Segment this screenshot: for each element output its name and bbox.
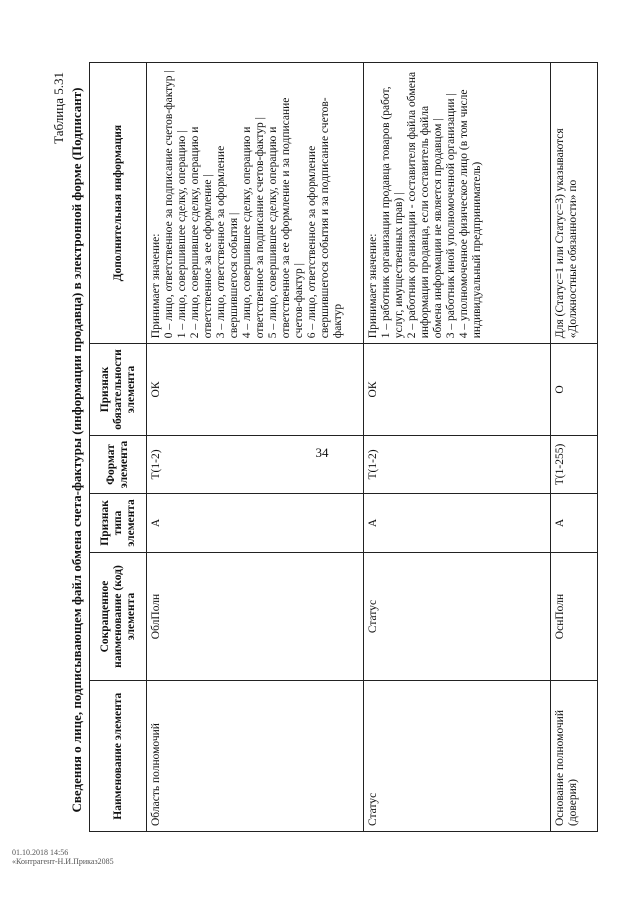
info-line: 5 – лицо, совершившее сделку, операцию и ответственное за ее оформление и за подписание счетов-фактур | <box>267 97 305 339</box>
header-code: Сокращенное наименование (код) элемента <box>90 552 147 681</box>
info-line: 4 – лицо, совершившее сделку, операцию и ответственное за подписание счетов-фактур | <box>241 117 266 339</box>
table-header-row <box>90 63 147 832</box>
rotated-page-content <box>43 50 603 850</box>
info-line: Для (Статус=1 или Статус=3) указываются «Должностные обязанности» по <box>554 128 579 339</box>
cell-info <box>147 63 364 344</box>
header-info: Дополнительная информация <box>90 63 147 344</box>
info-line: 1 – работник организации продавца товаров (работ, услуг, имущественных прав) | <box>380 86 405 339</box>
info-line: 4 – уполномоченное физическое лицо (в том числе индивидуальный предприниматель) <box>458 89 483 339</box>
info-line: Принимает значение: <box>367 233 379 339</box>
page-number: 34 <box>315 445 329 460</box>
cell-info <box>364 63 551 344</box>
cell-required: О <box>551 344 598 436</box>
cell-format: Т(1-255) <box>551 435 598 493</box>
cell-type: А <box>551 494 598 552</box>
stamp-line: «Контрагент-Н.И.Приказ2085 <box>12 857 114 866</box>
table-caption: Таблица 5.31 <box>51 72 66 144</box>
cell-type: А <box>147 494 364 552</box>
cell-name: Статус <box>364 681 551 832</box>
cell-code: ОснПолн <box>551 552 598 681</box>
table-row <box>147 63 364 832</box>
info-line: 2 – лицо, совершившее сделку, операцию и ответственное за ее оформление | <box>189 126 214 339</box>
cell-type: А <box>364 494 551 552</box>
cell-name: Основание полномочий (доверия) <box>551 681 598 832</box>
cell-name: Область полномочий <box>147 681 364 832</box>
header-required: Признак обязательности элемента <box>90 344 147 436</box>
cell-format: Т(1-2) <box>147 435 364 493</box>
cell-format: Т(1-2) <box>364 435 551 493</box>
info-line: 1 – лицо, совершившее сделку, операцию | <box>176 130 188 339</box>
info-line: 0 – лицо, ответственное за подписание счетов-фактур | <box>163 70 175 339</box>
info-line: 2 – работник организации - составителя файла обмена информации продавца, если составитель файла обмена информации не является продавцом | <box>406 71 444 339</box>
element-table <box>89 62 598 832</box>
info-line: 3 – работник иной уполномоченной организации | <box>445 93 457 339</box>
info-line: 3 – лицо, ответственное за оформление свершившегося события | <box>215 145 240 339</box>
header-format: Формат элемента <box>90 435 147 493</box>
table-row <box>551 63 598 832</box>
cell-code: Статус <box>364 552 551 681</box>
info-line: Принимает значение: <box>150 233 162 339</box>
info-line: 6 – лицо, ответственное за оформление свершившегося события и за подписание счетов-фактур <box>306 97 344 339</box>
header-type: Признак типа элемента <box>90 494 147 552</box>
document-stamp <box>12 848 114 866</box>
stamp-line: 01.10.2018 14:56 <box>12 848 69 857</box>
cell-info <box>551 63 598 344</box>
table-row <box>364 63 551 832</box>
cell-required: ОК <box>364 344 551 436</box>
cell-code: ОблПолн <box>147 552 364 681</box>
header-name: Наименование элемента <box>90 681 147 832</box>
cell-required: ОК <box>147 344 364 436</box>
table-title: Сведения о лице, подписывающем файл обмена счета-фактуры (информации продавца) в электронной форме (Подписант) <box>69 87 84 813</box>
